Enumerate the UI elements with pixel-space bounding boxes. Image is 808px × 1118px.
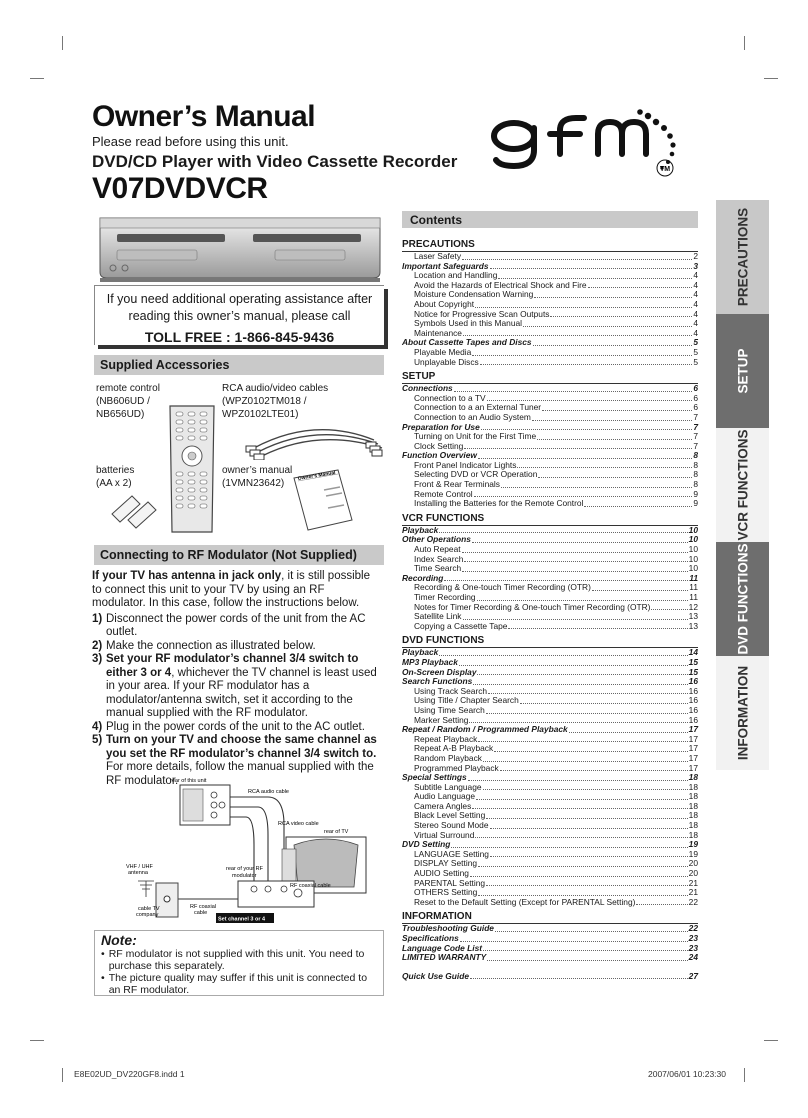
toc-entry-title: Important Safeguards	[402, 260, 489, 271]
crop-mark	[62, 36, 63, 50]
toc-dot-leader	[500, 764, 688, 772]
read-before-note: Please read before using this unit.	[92, 134, 289, 149]
toc-dot-leader	[498, 271, 692, 279]
toc-dot-leader	[459, 658, 688, 666]
tab-setup[interactable]	[716, 314, 769, 428]
footer-filename: E8E02UD_DV220GF8.indd 1	[74, 1069, 185, 1079]
toc-entry-title: Connection to an Audio System	[414, 411, 531, 422]
toc-entry-title: Recording	[402, 572, 444, 583]
toc-dot-leader	[501, 480, 692, 488]
toc-page-number: 5	[693, 337, 698, 348]
toc-entry-title: Playback	[402, 524, 439, 535]
toc-entry-title: Installing the Batteries for the Remote Control	[414, 498, 584, 509]
toc-entry-title: Using Track Search	[414, 685, 488, 696]
toc-dot-leader	[494, 744, 688, 752]
toc-page-number: 20	[688, 868, 698, 879]
tab-label: PRECAUTIONS	[735, 207, 750, 307]
toc-dot-leader	[462, 252, 692, 260]
toc-entry-title: Notice for Progressive Scan Outputs	[414, 308, 550, 319]
toc-page-number: 3	[693, 260, 698, 271]
toc-entry-title: Laser Safety	[414, 251, 462, 261]
note-title: Note:	[101, 932, 137, 948]
toc-page-number: 11	[689, 582, 698, 593]
rf-step: 2) Make the connection as illustrated below.	[92, 639, 316, 652]
toc-page-number: 5	[693, 356, 698, 367]
toc-page-number: 16	[688, 676, 698, 687]
toc-page-number: 8	[693, 479, 698, 490]
toc-dot-leader	[488, 687, 688, 695]
toc-entry[interactable]	[402, 898, 698, 908]
tab-vcr-functions[interactable]	[716, 428, 769, 542]
toc-page-number: 11	[689, 572, 698, 583]
rf-step: 4) Plug in the power cords of the unit to the AC outlet.	[92, 720, 365, 733]
toc-entry-title: Front Panel Indicator Lights	[414, 459, 517, 470]
toc-dot-leader	[520, 696, 688, 704]
crop-mark	[764, 1040, 778, 1041]
toc-entry-title: Programmed Playback	[414, 762, 499, 773]
toc-entry-title: Reset to the Default Setting (Except for PARENTAL Setting)	[414, 896, 636, 907]
toc-dot-leader	[468, 773, 688, 781]
toc-dot-leader	[523, 319, 692, 327]
toc-dot-leader	[464, 442, 692, 450]
tab-information[interactable]	[716, 656, 769, 770]
toc-entry-title: Preparation for Use	[402, 421, 480, 432]
toc-entry-title: Quick Use Guide	[402, 970, 470, 981]
toc-dot-leader	[486, 879, 688, 887]
toc-dot-leader	[480, 358, 693, 366]
crop-mark	[744, 1068, 745, 1082]
toc-entry-title: PARENTAL Setting	[414, 877, 486, 888]
trademark-mark: TM	[659, 166, 671, 173]
toc-section-heading: INFORMATION	[402, 911, 698, 924]
toc-entry-title: Avoid the Hazards of Electrical Shock and Fire	[414, 279, 587, 290]
toc-page-number: 10	[688, 563, 698, 574]
toc-page-number: 12	[688, 601, 698, 612]
toc-entry-title: Moisture Condensation Warning	[414, 289, 534, 300]
table-of-contents	[402, 235, 698, 981]
toc-entry-title: Repeat Playback	[414, 733, 478, 744]
toc-dot-leader	[463, 612, 688, 620]
toc-entry-title: Unplayable Discs	[414, 356, 479, 367]
toc-page-number: 19	[688, 848, 698, 859]
toc-entry[interactable]	[402, 953, 698, 963]
toc-entry-title: Repeat / Random / Programmed Playback	[402, 724, 568, 735]
toc-dot-leader	[454, 384, 693, 392]
toc-entry-title: Clock Setting	[414, 440, 464, 451]
toc-page-number: 22	[688, 896, 698, 907]
toc-entry-title: Recording & One-touch Timer Recording (OTR)	[414, 582, 591, 593]
toc-entry-title: Remote Control	[414, 488, 473, 499]
toc-dot-leader	[636, 898, 687, 906]
toc-dot-leader	[483, 754, 688, 762]
toc-entry-title: Copying a Cassette Tape	[414, 620, 508, 631]
rf-instructions	[92, 570, 377, 788]
toc-page-number: 8	[693, 450, 698, 461]
toc-dot-leader	[470, 869, 688, 877]
toc-page-number: 4	[693, 308, 698, 319]
rf-step: 5) Turn on your TV and choose the same channel as you set the RF modulator’s channel 3/4 switch to. For more details, follow the manual supplied with the RF modulator.	[92, 734, 377, 787]
toc-page-number: 18	[688, 781, 698, 792]
toc-dot-leader	[472, 802, 687, 810]
assistance-line-1: If you need additional operating assistance after	[106, 292, 373, 306]
toc-entry-title: Location and Handling	[414, 270, 498, 281]
toc-page-number: 7	[693, 421, 698, 432]
dvd-vcr-player-image	[95, 210, 385, 285]
toc-entry-title: LIMITED WARRANTY	[402, 952, 487, 963]
toc-entry-title: Function Overview	[402, 450, 477, 461]
toc-page-number: 8	[693, 459, 698, 470]
toc-dot-leader	[486, 706, 688, 714]
toc-page-number: 24	[688, 952, 698, 963]
tab-label: DVD FUNCTIONS	[735, 543, 750, 655]
crop-mark	[30, 1040, 44, 1041]
toc-page-number: 17	[688, 724, 698, 735]
toc-entry-title: Stereo Sound Mode	[414, 820, 489, 831]
model-number: V07DVDVCR	[92, 172, 268, 205]
toc-entry-title: Subtitle Language	[414, 781, 482, 792]
toc-page-number: 15	[688, 656, 698, 667]
toc-page-number: 7	[693, 440, 698, 451]
assistance-line-2: reading this owner’s manual, please call	[128, 309, 351, 323]
toc-dot-leader	[483, 944, 688, 952]
note-item: • RF modulator is not supplied with this unit. You need to purchase this separately.	[101, 948, 365, 972]
label-antenna: antenna	[128, 870, 148, 876]
toc-entry-title: Repeat A-B Playback	[414, 743, 494, 754]
toc-page-number: 16	[688, 704, 698, 715]
toc-dot-leader	[542, 403, 692, 411]
note-box	[94, 930, 384, 996]
toc-entry-title: Marker Setting	[414, 714, 469, 725]
toc-page-number: 8	[693, 469, 698, 480]
tab-label: SETUP	[735, 348, 750, 394]
toc-section-heading: PRECAUTIONS	[402, 239, 698, 252]
toc-dot-leader	[478, 451, 692, 459]
toc-entry-title: DVD Setting	[402, 839, 451, 850]
label-rca-audio: RCA audio cable	[248, 789, 289, 795]
rf-intro: If your TV has antenna in jack only, it is still possible to connect this unit to your TV by using an RF modulator. In this case, follow the instructions below.	[92, 570, 370, 609]
toc-entry-title: Connection to a an External Tuner	[414, 402, 542, 413]
toc-page-number: 19	[688, 839, 698, 850]
toc-page-number: 16	[688, 695, 698, 706]
toc-page-number: 18	[688, 820, 698, 831]
toc-dot-leader	[538, 470, 692, 478]
toc-dot-leader	[463, 329, 692, 337]
rf-connection-diagram	[118, 775, 380, 925]
toc-page-number: 22	[688, 923, 698, 934]
accessories-heading: Supplied Accessories	[94, 355, 384, 375]
toc-page-number: 7	[693, 411, 698, 422]
toc-entry-title: Front & Rear Terminals	[414, 479, 500, 490]
toc-dot-leader	[476, 792, 688, 800]
toc-entry-title: Selecting DVD or VCR Operation	[414, 469, 538, 480]
batteries-image	[104, 490, 164, 530]
toc-page-number: 13	[688, 620, 698, 631]
toc-page-number: 17	[688, 733, 698, 744]
toc-entry-title: Satellite Link	[414, 611, 462, 622]
product-name: DVD/CD Player with Video Cassette Recorder	[92, 152, 458, 171]
page-title: Owner’s Manual	[92, 100, 316, 133]
toc-page-number: 27	[688, 970, 698, 981]
accessories-panel	[94, 382, 384, 532]
toc-page-number: 4	[693, 327, 698, 338]
toc-dot-leader	[472, 348, 692, 356]
toc-entry-title: Connections	[402, 383, 453, 394]
toc-entry-title: On-Screen Display	[402, 666, 477, 677]
toc-dot-leader	[475, 300, 692, 308]
toc-entry-title: Audio Language	[414, 791, 476, 802]
toc-dot-leader	[486, 811, 687, 819]
toc-entry-title: Camera Angles	[414, 800, 472, 811]
manual-label: owner’s manual (1VMN23642)	[222, 465, 293, 489]
toc-page-number: 18	[688, 800, 698, 811]
toc-page-number: 4	[693, 318, 698, 329]
toc-dot-leader	[475, 831, 687, 839]
toc-entry-title: Index Search	[414, 553, 464, 564]
toc-page-number: 9	[693, 498, 698, 509]
label-rear-unit: rear of this unit	[170, 778, 207, 784]
rf-step: 3) Set your RF modulator’s channel 3/4 switch to either 3 or 4, whichever the TV channel is least used in your area. If your RF modulator has a modulator/antenna switch, set it according to the manual supplied with the RF modulator.	[92, 653, 377, 719]
toc-dot-leader	[451, 840, 687, 848]
toc-page-number: 21	[688, 877, 698, 888]
toc-page-number: 13	[688, 611, 698, 622]
toc-page-number: 2	[693, 251, 698, 261]
label-rca-video: RCA video cable	[278, 821, 319, 827]
toc-page-number: 15	[688, 666, 698, 677]
toc-entry-title: Language Code List	[402, 942, 483, 953]
toc-dot-leader	[460, 934, 688, 942]
toc-entry-title: Random Playback	[414, 752, 482, 763]
toc-section-heading: DVD FUNCTIONS	[402, 635, 698, 648]
toc-entry[interactable]	[402, 622, 698, 632]
toc-entry-title: Other Operations	[402, 534, 471, 545]
crop-mark	[764, 78, 778, 79]
brand-logo	[488, 108, 688, 178]
toc-page-number: 17	[688, 762, 698, 773]
toc-dot-leader	[490, 262, 693, 270]
toc-entry-title: Using Title / Chapter Search	[414, 695, 519, 706]
toc-dot-leader	[490, 821, 688, 829]
label-rf-cable: RF coaxial cable	[290, 883, 331, 889]
toc-page-number: 18	[688, 810, 698, 821]
section-tabs	[716, 200, 769, 770]
toc-page-number: 10	[688, 524, 698, 535]
toc-dot-leader	[444, 574, 688, 582]
toc-dot-leader	[487, 953, 687, 961]
toc-dot-leader	[481, 423, 693, 431]
toc-entry-title: Notes for Timer Recording & One-touch Timer Recording (OTR)	[414, 601, 651, 612]
toc-dot-leader	[477, 668, 687, 676]
label-rf-coax-1: RF coaxial	[190, 904, 216, 910]
toc-page-number: 4	[693, 270, 698, 281]
toc-page-number: 16	[688, 685, 698, 696]
toc-page-number: 18	[688, 829, 698, 840]
toll-free-number: TOLL FREE : 1-866-845-9436	[144, 329, 335, 345]
toc-dot-leader	[569, 725, 688, 733]
toc-entry[interactable]	[402, 972, 698, 982]
toc-page-number: 10	[688, 534, 698, 545]
toc-page-number: 21	[688, 887, 698, 898]
toc-dot-leader	[487, 394, 693, 402]
toc-page-number: 18	[688, 772, 698, 783]
tab-label: VCR FUNCTIONS	[735, 429, 750, 541]
toc-entry-title: Auto Repeat	[414, 544, 461, 555]
label-set-channel: Set channel 3 or 4	[218, 916, 266, 923]
toc-entry-title: Playable Media	[414, 346, 472, 357]
toc-dot-leader	[462, 564, 688, 572]
toc-dot-leader	[533, 338, 693, 346]
toc-page-number: 20	[688, 858, 698, 869]
toc-dot-leader	[508, 622, 687, 630]
toc-dot-leader	[495, 924, 688, 932]
cables-label: RCA audio/video cables (WPZ0102TM018 / WPZ0102LTE01)	[222, 383, 329, 420]
assistance-box	[94, 285, 384, 345]
toc-page-number: 10	[688, 553, 698, 564]
toc-entry-title: Search Functions	[402, 676, 473, 687]
toc-entry-title: OTHERS Setting	[414, 887, 478, 898]
toc-entry-title: LANGUAGE Setting	[414, 848, 489, 859]
toc-entry-title: Connection to a TV	[414, 392, 486, 403]
toc-page-number: 4	[693, 298, 698, 309]
batteries-label: batteries (AA x 2)	[96, 465, 135, 489]
toc-page-number: 18	[688, 791, 698, 802]
toc-dot-leader	[477, 593, 689, 601]
toc-section-heading: VCR FUNCTIONS	[402, 513, 698, 526]
toc-page-number: 9	[693, 488, 698, 499]
tab-precautions[interactable]	[716, 200, 769, 314]
toc-dot-leader	[517, 461, 692, 469]
rf-step: 1) Disconnect the power cords of the unit from the AC outlet.	[92, 612, 366, 638]
toc-page-number: 14	[688, 647, 698, 658]
owners-manual-image	[290, 468, 370, 534]
crop-mark	[744, 36, 745, 50]
toc-dot-leader	[532, 413, 692, 421]
toc-entry-title: Turning on Unit for the First Time	[414, 431, 537, 442]
toc-page-number: 6	[693, 392, 698, 403]
toc-page-number: 4	[693, 289, 698, 300]
rf-heading: Connecting to RF Modulator (Not Supplied)	[94, 545, 384, 565]
label-cable-tv-1: cable TV	[138, 906, 160, 912]
toc-dot-leader	[478, 735, 687, 743]
label-rf-coax-2: cable	[194, 910, 208, 916]
toc-dot-leader	[534, 290, 692, 298]
toc-dot-leader	[474, 490, 693, 498]
label-rear-rf-2: modulator	[232, 873, 257, 879]
toc-page-number: 7	[693, 431, 698, 442]
toc-entry-title: Special Settings	[402, 772, 467, 783]
toc-dot-leader	[483, 783, 688, 791]
toc-entry-title: Time Search	[414, 563, 462, 574]
label-vhf-uhf: VHF / UHF	[126, 864, 153, 870]
toc-dot-leader	[592, 583, 688, 591]
crop-mark	[30, 78, 44, 79]
toc-page-number: 23	[688, 942, 698, 953]
toc-page-number: 11	[689, 592, 698, 602]
toc-entry[interactable]	[402, 358, 698, 368]
toc-entry-title: About Copyright	[414, 298, 475, 309]
manual-cover-title: Owner's Manual	[297, 470, 336, 482]
toc-entry-title: Troubleshooting Guide	[402, 923, 494, 934]
toc-entry-title: Virtual Surround	[414, 829, 475, 840]
crop-mark	[62, 1068, 63, 1082]
toc-entry-title: Using Time Search	[414, 704, 485, 715]
toc-dot-leader	[472, 535, 688, 543]
toc-entry[interactable]	[402, 499, 698, 509]
toc-dot-leader	[439, 648, 687, 656]
label-rear-tv: rear of TV	[324, 829, 349, 835]
toc-dot-leader	[478, 859, 688, 867]
toc-entry-title: About Cassette Tapes and Discs	[402, 337, 532, 348]
remote-control-image	[166, 404, 218, 534]
toc-entry-title: Playback	[402, 647, 439, 658]
tab-label: INFORMATION	[735, 665, 750, 761]
toc-page-number: 17	[688, 743, 698, 754]
toc-entry-title: Specifications	[402, 933, 459, 943]
toc-dot-leader	[473, 677, 687, 685]
label-cable-tv-2: company	[136, 912, 159, 918]
toc-dot-leader	[490, 850, 688, 858]
footer-timestamp: 2007/06/01 10:23:30	[648, 1069, 726, 1079]
toc-section-heading: SETUP	[402, 371, 698, 384]
toc-entry-title: Timer Recording	[414, 592, 476, 602]
toc-entry[interactable]	[402, 564, 698, 574]
toc-dot-leader	[470, 972, 688, 980]
tab-dvd-functions[interactable]	[716, 542, 769, 656]
toc-dot-leader	[478, 888, 687, 896]
toc-entry-title: DISPLAY Setting	[414, 858, 478, 869]
toc-dot-leader	[550, 310, 692, 318]
toc-page-number: 23	[688, 933, 698, 943]
toc-page-number: 17	[688, 752, 698, 763]
toc-entry-title: AUDIO Setting	[414, 868, 469, 879]
toc-dot-leader	[537, 432, 692, 440]
toc-entry-title: Maintenance	[414, 327, 462, 338]
toc-page-number: 4	[693, 279, 698, 290]
toc-entry-title: MP3 Playback	[402, 656, 458, 667]
toc-dot-leader	[588, 281, 693, 289]
rca-cables-image	[244, 420, 384, 460]
toc-dot-leader	[464, 555, 687, 563]
toc-entry-title: Black Level Setting	[414, 810, 486, 821]
toc-page-number: 6	[693, 383, 698, 394]
toc-entry-title: Symbols Used in this Manual	[414, 318, 522, 329]
toc-dot-leader	[462, 545, 688, 553]
note-item: • The picture quality may suffer if this unit is connected to an RF modulator.	[101, 972, 368, 996]
toc-dot-leader	[439, 526, 687, 534]
toc-dot-leader	[651, 603, 687, 611]
toc-dot-leader	[469, 716, 687, 724]
toc-page-number: 6	[693, 402, 698, 413]
toc-page-number: 10	[688, 544, 698, 555]
remote-label: remote control (NB606UD / NB656UD)	[96, 383, 160, 420]
toc-page-number: 16	[688, 714, 698, 725]
toc-dot-leader	[584, 499, 692, 507]
toc-page-number: 5	[693, 346, 698, 357]
label-rear-rf-1: rear of your RF	[226, 866, 263, 872]
contents-heading: Contents	[402, 211, 698, 228]
